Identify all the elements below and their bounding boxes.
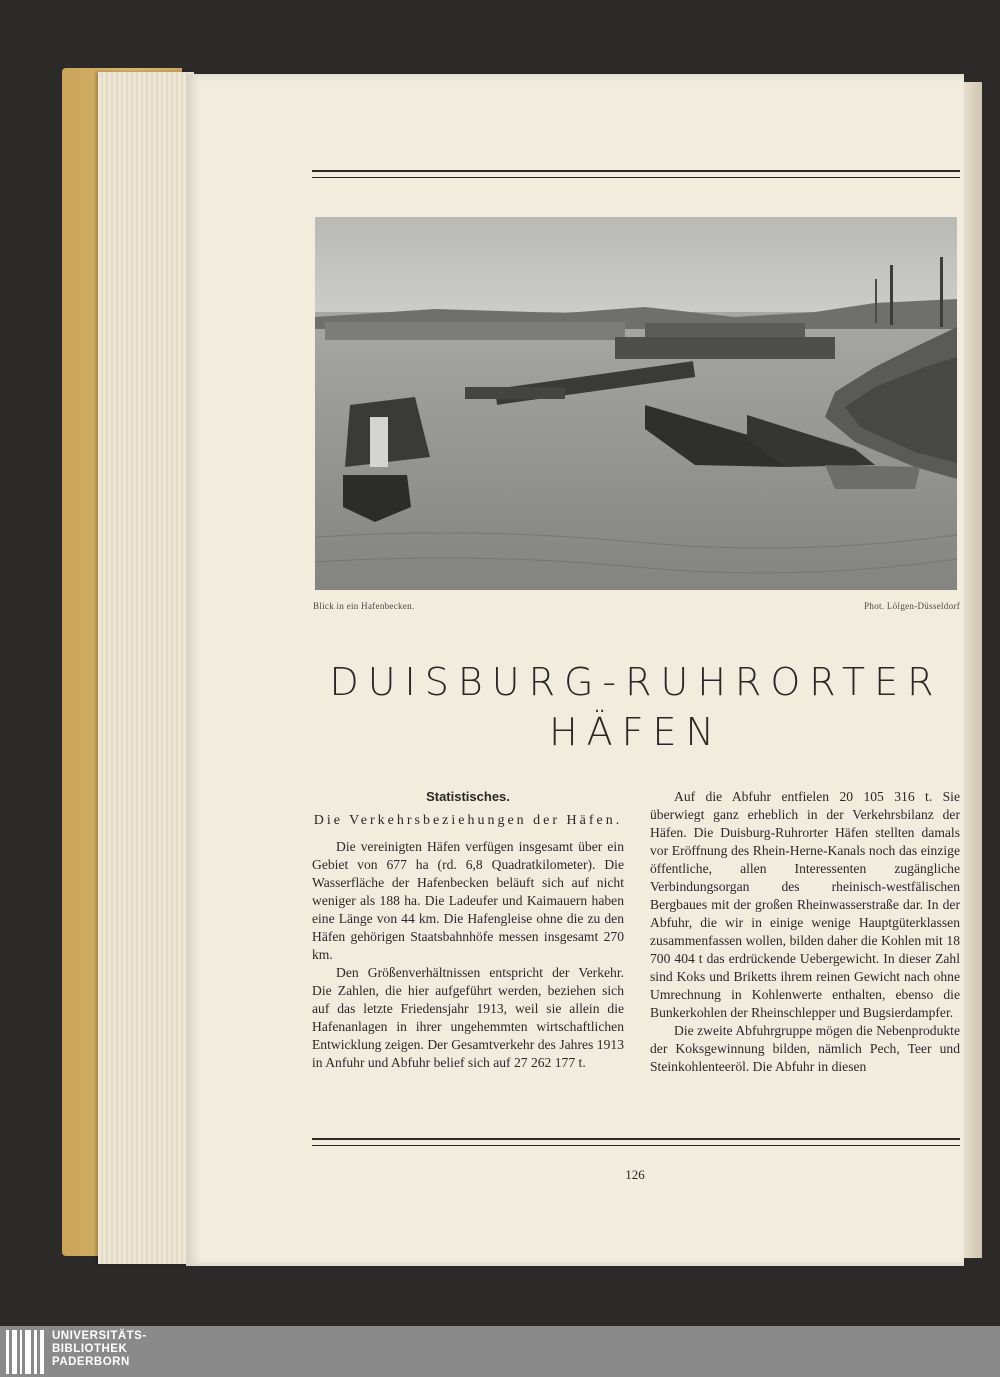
library-logo-icon (6, 1330, 46, 1374)
title-line-2: HÄFEN (549, 710, 723, 754)
paragraph: Auf die Abfuhr entfielen 20 105 316 t. Sie überwiegt ganz erheblich in der Verkehrsbilanz der Häfen. Die Duisburg-Ruhrorter Häfen stellten damals vor Eröffnung des Rhein-Herne-Kanals noch das einzige öffentliche, allen Interessenten zugängliche Verbindungsorgan des rheinisch-westfälischen Bergbaues mit der großen Rheinwasserstraße dar. In der Abfuhr, die wir in einige wenige Hauptgüterklassen zusammenfassen wollen, bilden daher die Kohlen mit 18 700 404 t das erdrückende Uebergewicht. In dieser Zahl sind Koks und Briketts ihrem reinen Gewicht nach ohne Umrechnung in Kohlenwerte enthalten, ebenso die Bunkerkohlen der Rheinschlepper und Bugsierdampfer. (650, 789, 960, 1020)
left-column (312, 838, 624, 1072)
library-footer (0, 1326, 1000, 1377)
library-line: PADERBORN (52, 1356, 130, 1368)
harbor-photo (315, 217, 957, 590)
library-name (52, 1330, 147, 1369)
page-stack-edges (98, 72, 194, 1264)
paragraph: Die vereinigten Häfen verfügen insgesamt über ein Gebiet von 677 ha (rd. 6,8 Quadratkilometer). Die Wasserfläche der Hafenbecken beläuft sich auf nicht weniger als 188 ha. Die Ladeufer und Kaimauern haben eine Länge von 44 km. Die Hafengleise ohne die zu den Häfen gehörigen Staatsbahnhöfe messen insgesamt 270 km. (312, 839, 624, 962)
photo-credit: Phot. Lölgen-Düsseldorf (864, 601, 960, 611)
bottom-rule (312, 1138, 960, 1146)
paragraph: Den Größenverhältnissen entspricht der Verkehr. Die Zahlen, die hier aufgeführt werden, beziehen sich auf das letzte Friedensjahr 1913, weil sie allein die Hafenanlagen in ihrer ungehemmten wirtschaftlichen Entwicklung zeigen. Der Gesamtverkehr des Jahres 1913 in Anfuhr und Abfuhr belief sich auf 27 262 177 t. (312, 965, 624, 1070)
paragraph: Die zweite Abfuhrgruppe mögen die Nebenprodukte der Koksgewinnung bilden, nämlich Pech, Teer und Steinkohlenteeröl. Die Abfuhr in diesen (650, 1023, 960, 1074)
section-heading: Statistisches. (426, 789, 510, 804)
right-column (650, 788, 960, 1076)
page-number: 126 (625, 1167, 645, 1182)
title-line-1: DUISBURG-RUHRORTER (329, 660, 943, 704)
top-rule (312, 170, 960, 178)
photo-caption: Blick in ein Hafenbecken. (313, 601, 415, 611)
library-line: BIBLIOTHEK (52, 1343, 128, 1355)
next-page-edge (962, 82, 982, 1258)
library-line: UNIVERSITÄTS- (52, 1330, 147, 1342)
section-subheading: Die Verkehrsbeziehungen der Häfen. (313, 813, 623, 828)
